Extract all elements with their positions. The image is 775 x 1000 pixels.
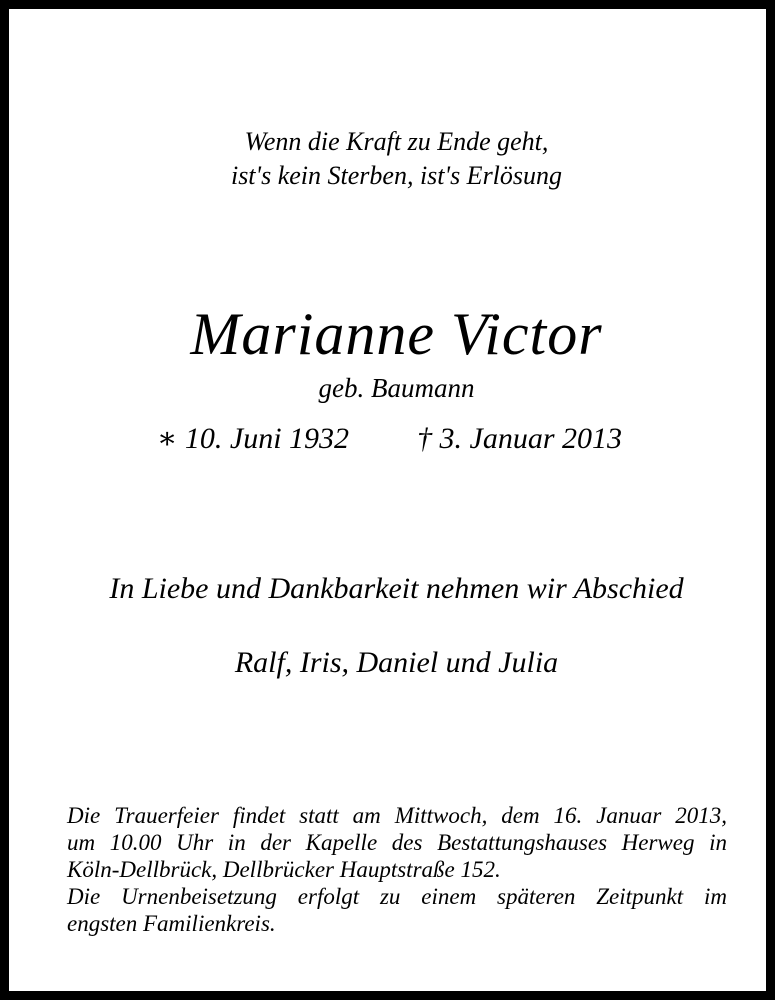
notice-line-3: Köln-Dellbrück, Dellbrücker Hauptstraße 152. [67,857,501,882]
birth-date: ∗ 10. Juni 1932 [157,422,350,455]
motto [9,125,775,193]
notice-line-2: um 10.00 Uhr in der Kapelle des Bestattungshauses Herweg in [67,830,727,855]
notice-line-4: Die Urnenbeisetzung erfolgt zu einem späteren Zeitpunkt im [67,884,727,909]
farewell-text: In Liebe und Dankbarkeit nehmen wir Abschied [109,572,684,605]
motto-line-2: ist's kein Sterben, ist's Erlösung [230,161,563,190]
family-names: Ralf, Iris, Daniel und Julia [234,646,559,679]
life-dates [9,419,775,459]
motto-line-1: Wenn die Kraft zu Ende geht, [244,127,549,156]
notice-line-5: engsten Familienkreis. [67,911,276,936]
deceased-name: Marianne Victor [190,301,603,367]
funeral-notice [67,802,727,937]
death-date: † 3. Januar 2013 [417,422,622,455]
birth-name: geb. Baumann [318,373,475,403]
notice-line-1: Die Trauerfeier findet statt am Mittwoch, dem 16. Januar 2013, [67,803,727,828]
